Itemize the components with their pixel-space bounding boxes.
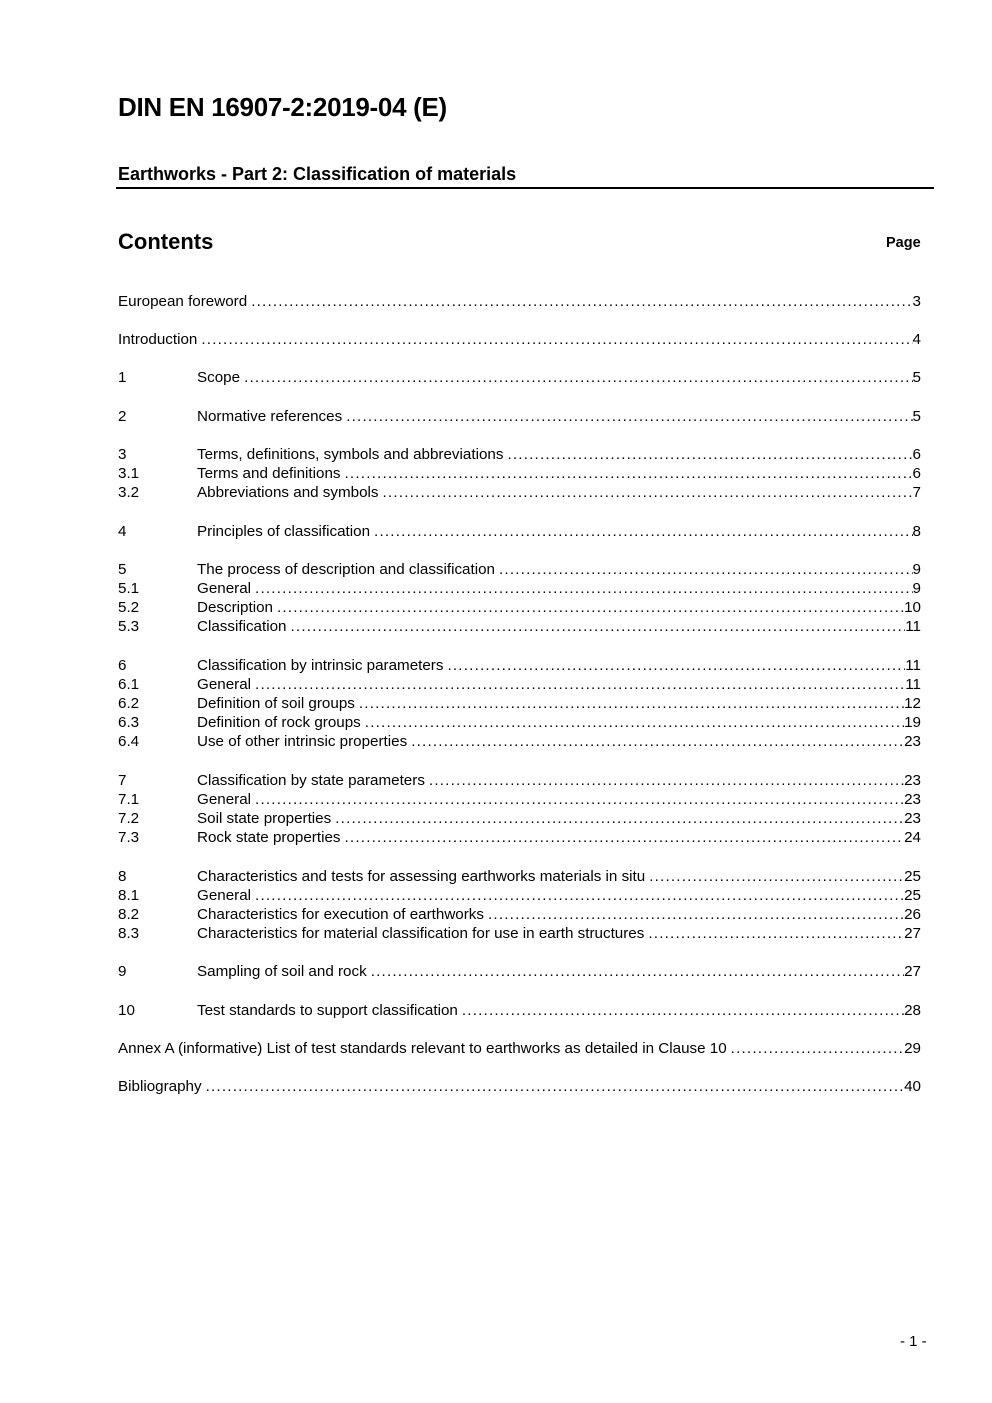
- toc-entry-title: Bibliography: [118, 1078, 202, 1095]
- toc-entry-title: The process of description and classification: [197, 561, 495, 578]
- toc-entry-page: 3: [912, 293, 921, 310]
- toc-entry-page: 29: [904, 1040, 921, 1057]
- toc-entry[interactable]: [118, 886, 921, 905]
- toc-leader-dots: [648, 924, 904, 943]
- toc-entry[interactable]: [118, 445, 921, 464]
- toc-leader-dots: [255, 790, 904, 809]
- toc-entry-page: 4: [912, 331, 921, 348]
- toc-leader-dots: [277, 598, 904, 617]
- toc-entry-number: 7.3: [118, 829, 140, 846]
- toc-leader-dots: [507, 445, 912, 464]
- toc-entry[interactable]: [118, 1001, 921, 1020]
- title-divider: [116, 187, 934, 189]
- toc-entry-page: 9: [912, 561, 921, 578]
- toc-entry-title: Normative references: [197, 408, 343, 425]
- toc-entry-number: 9: [118, 963, 127, 980]
- toc-entry-page: 7: [912, 484, 921, 501]
- toc-entry-page: 9: [912, 580, 921, 597]
- toc-entry-number: 6.1: [118, 676, 140, 693]
- toc-entry-number: 6.3: [118, 714, 140, 731]
- toc-leader-dots: [345, 828, 905, 847]
- toc-entry-page: 25: [904, 868, 921, 885]
- toc-entry[interactable]: [118, 464, 921, 483]
- toc-entry-page: 23: [904, 772, 921, 789]
- toc-entry-title: Soil state properties: [197, 810, 332, 827]
- toc-entry-title: Terms, definitions, symbols and abbreviations: [197, 446, 504, 463]
- toc-leader-dots: [447, 656, 905, 675]
- toc-leader-dots: [374, 522, 913, 541]
- toc-entry-number: 8.2: [118, 906, 140, 923]
- toc-entry-title: Description: [197, 599, 273, 616]
- toc-leader-dots: [206, 1077, 905, 1096]
- toc-entry[interactable]: [118, 407, 921, 426]
- toc-entry-page: 11: [905, 676, 921, 693]
- toc-entry-title: Classification by intrinsic parameters: [197, 657, 444, 674]
- toc-entry-page: 5: [912, 369, 921, 386]
- toc-leader-dots: [359, 694, 904, 713]
- toc-entry[interactable]: [118, 809, 921, 828]
- toc-entry-number: 1: [118, 369, 127, 386]
- toc-entry[interactable]: [118, 675, 921, 694]
- toc-entry-number: 7.1: [118, 791, 140, 808]
- toc-leader-dots: [251, 292, 912, 311]
- toc-entry-title: General: [197, 791, 252, 808]
- toc-entry-page: 8: [912, 523, 921, 540]
- toc-entry[interactable]: [118, 771, 921, 790]
- toc-entry-page: 11: [905, 618, 921, 635]
- toc-leader-dots: [346, 407, 912, 426]
- toc-entry[interactable]: [118, 656, 921, 675]
- toc-leader-dots: [290, 617, 905, 636]
- toc-leader-dots: [499, 560, 913, 579]
- toc-entry-number: 10: [118, 1002, 135, 1019]
- toc-entry-title: Characteristics for execution of earthworks: [197, 906, 484, 923]
- toc-entry-title: Abbreviations and symbols: [197, 484, 379, 501]
- toc-entry[interactable]: [118, 867, 921, 886]
- toc-entry-number: 2: [118, 408, 127, 425]
- toc-entry-page: 27: [904, 963, 921, 980]
- toc-leader-dots: [244, 368, 912, 387]
- toc-entry-number: 5.2: [118, 599, 140, 616]
- toc-entry-title: Use of other intrinsic properties: [197, 733, 408, 750]
- toc-entry-title: European foreword: [118, 293, 248, 310]
- toc-leader-dots: [255, 675, 905, 694]
- toc-entry-title: Introduction: [118, 331, 198, 348]
- toc-leader-dots: [383, 483, 913, 502]
- toc-entry-page: 6: [912, 465, 921, 482]
- toc-entry-page: 23: [904, 810, 921, 827]
- toc-entry-number: 8: [118, 868, 127, 885]
- toc-leader-dots: [335, 809, 904, 828]
- toc-entry[interactable]: [118, 483, 921, 502]
- toc-entry-number: 3: [118, 446, 127, 463]
- toc-leader-dots: [462, 1001, 904, 1020]
- toc-entry-number: 8.1: [118, 887, 140, 904]
- toc-entry[interactable]: [118, 924, 921, 943]
- toc-entry-title: Characteristics and tests for assessing earthworks materials in situ: [197, 868, 646, 885]
- toc-entry[interactable]: [118, 694, 921, 713]
- toc-entry-page: 24: [904, 829, 921, 846]
- toc-entry-number: 3.1: [118, 465, 140, 482]
- toc-entry[interactable]: [118, 560, 921, 579]
- toc-entry-title: General: [197, 676, 252, 693]
- toc-entry-number: 5.1: [118, 580, 140, 597]
- document-subtitle: Earthworks - Part 2: Classification of materials: [118, 164, 517, 184]
- toc-entry-number: 8.3: [118, 925, 140, 942]
- toc-entry-page: 11: [905, 657, 921, 674]
- toc-entry[interactable]: [118, 962, 921, 981]
- toc-entry-page: 28: [904, 1002, 921, 1019]
- toc-entry-number: 6: [118, 657, 127, 674]
- toc-entry-number: 5: [118, 561, 127, 578]
- toc-entry[interactable]: [118, 732, 921, 751]
- toc-entry-title: General: [197, 580, 252, 597]
- toc-entry-title: Classification by state parameters: [197, 772, 425, 789]
- toc-entry-number: 7: [118, 772, 127, 789]
- toc-entry[interactable]: [118, 330, 921, 349]
- toc-entry-page: 10: [904, 599, 921, 616]
- toc-leader-dots: [649, 867, 904, 886]
- toc-leader-dots: [371, 962, 904, 981]
- toc-entry-number: 4: [118, 523, 127, 540]
- page-column-heading: Page: [886, 235, 921, 251]
- contents-heading: Contents: [118, 229, 214, 254]
- toc-entry-number: 6.4: [118, 733, 140, 750]
- toc-leader-dots: [201, 330, 912, 349]
- toc-entry[interactable]: [118, 713, 921, 732]
- toc-leader-dots: [255, 579, 913, 598]
- toc-entry-title: Rock state properties: [197, 829, 341, 846]
- toc-entry-title: Definition of soil groups: [197, 695, 355, 712]
- toc-leader-dots: [731, 1039, 904, 1058]
- document-title: DIN EN 16907-2:2019-04 (E): [118, 92, 447, 122]
- toc-entry[interactable]: [118, 292, 921, 311]
- toc-entry-page: 5: [912, 408, 921, 425]
- toc-entry[interactable]: [118, 1039, 921, 1058]
- toc-entry-title: Test standards to support classification: [197, 1002, 458, 1019]
- toc-leader-dots: [429, 771, 904, 790]
- toc-leader-dots: [345, 464, 913, 483]
- toc-entry[interactable]: [118, 828, 921, 847]
- toc-entry-page: 40: [904, 1078, 921, 1095]
- toc-entry[interactable]: [118, 522, 921, 541]
- toc-entry-page: 12: [904, 695, 921, 712]
- toc-entry-page: 6: [912, 446, 921, 463]
- toc-entry[interactable]: [118, 579, 921, 598]
- toc-entry[interactable]: [118, 598, 921, 617]
- toc-entry-title: Terms and definitions: [197, 465, 341, 482]
- toc-entry-page: 27: [904, 925, 921, 942]
- toc-entry[interactable]: [118, 905, 921, 924]
- toc-entry-title: Scope: [197, 369, 241, 386]
- toc-entry[interactable]: [118, 1077, 921, 1096]
- toc-entry-title: Definition of rock groups: [197, 714, 361, 731]
- toc-leader-dots: [488, 905, 904, 924]
- toc-entry-number: 5.3: [118, 618, 140, 635]
- toc-entry-title: Principles of classification: [197, 523, 371, 540]
- toc-entry-title: Characteristics for material classification for use in earth structures: [197, 925, 645, 942]
- toc-entry[interactable]: [118, 617, 921, 636]
- toc-entry-page: 25: [904, 887, 921, 904]
- toc-entry-title: Classification: [197, 618, 287, 635]
- toc-entry-page: 19: [904, 714, 921, 731]
- toc-entry[interactable]: [118, 790, 921, 809]
- toc-entry-title: General: [197, 887, 252, 904]
- toc-entry-page: 23: [904, 791, 921, 808]
- toc-entry-title: Sampling of soil and rock: [197, 963, 367, 980]
- toc-entry[interactable]: [118, 368, 921, 387]
- toc-leader-dots: [255, 886, 904, 905]
- toc-entry-page: 23: [904, 733, 921, 750]
- toc-leader-dots: [365, 713, 904, 732]
- toc-entry-number: 7.2: [118, 810, 140, 827]
- toc-entry-number: 6.2: [118, 695, 140, 712]
- page-number: - 1 -: [900, 1333, 927, 1350]
- toc-entry-number: 3.2: [118, 484, 140, 501]
- toc-leader-dots: [411, 732, 904, 751]
- toc-entry-page: 26: [904, 906, 921, 923]
- toc-entry-title: Annex A (informative) List of test standards relevant to earthworks as detailed in Clause 10: [118, 1040, 727, 1057]
